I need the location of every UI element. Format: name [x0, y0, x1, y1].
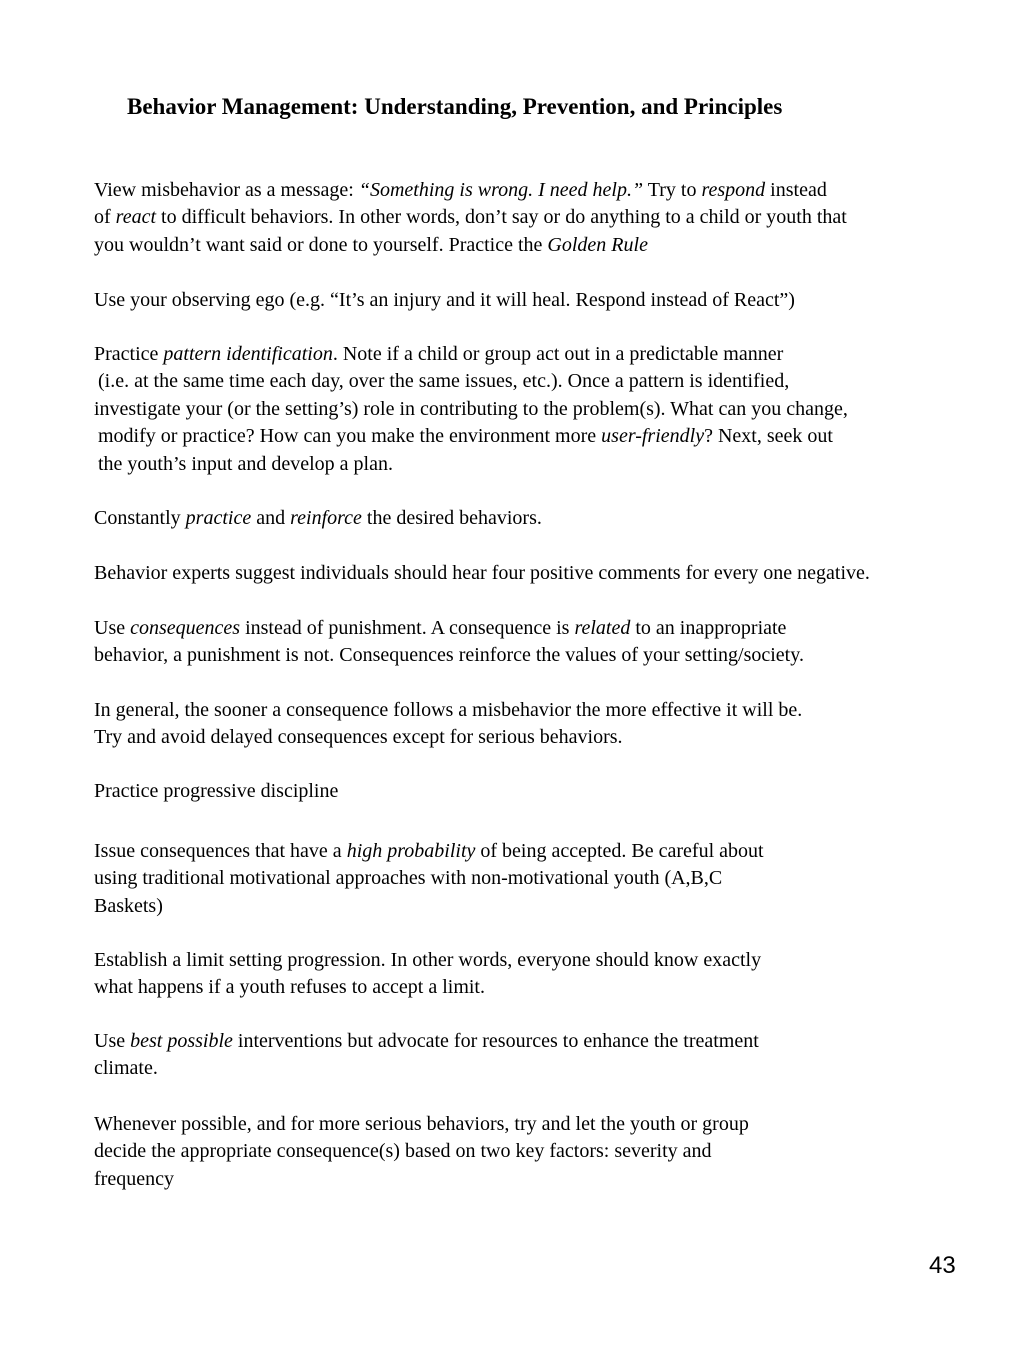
text-line: Behavior experts suggest individuals should hear four positive comments for every one negative. [94, 562, 870, 584]
text-line: Practice progressive discipline [94, 780, 339, 802]
pattern-identification-emphasis: pattern identification [163, 343, 333, 365]
paragraph-observing-ego [94, 287, 795, 314]
paragraph-positive-comments [94, 560, 870, 587]
text-line: Use consequences instead of punishment. A consequence is related to an inappropriate [94, 617, 787, 639]
text-line: In general, the sooner a consequence follows a misbehavior the more effective it will be. [94, 699, 803, 721]
paragraph-consequences [94, 615, 804, 670]
text-line: View misbehavior as a message: “Something is wrong. I need help.” Try to respond instead [94, 179, 827, 201]
text-line: climate. [94, 1057, 158, 1080]
text-line: the youth’s input and develop a plan. [98, 452, 393, 475]
text-line: Practice pattern identification. Note if a child or group act out in a predictable manner [94, 343, 784, 365]
page-title: Behavior Management: Understanding, Prevention, and Principles [127, 94, 783, 119]
high-probability-emphasis: high probability [346, 840, 476, 862]
page-number: 43 [929, 1252, 956, 1279]
paragraph-misbehavior-message [94, 177, 847, 259]
text-line: Use best possible interventions but advocate for resources to enhance the treatment [94, 1030, 759, 1052]
practice-emphasis: practice [185, 507, 252, 529]
consequences-emphasis: consequences [130, 617, 241, 639]
text-line: modify or practice? How can you make the environment more user-friendly? Next, seek out [98, 425, 833, 448]
paragraph-practice-reinforce [94, 505, 542, 532]
paragraph-pattern-identification [94, 341, 848, 478]
text-line: using traditional motivational approaches with non-motivational youth (A,B,C [94, 867, 723, 890]
text-line: Whenever possible, and for more serious behaviors, try and let the youth or group [94, 1113, 749, 1135]
text-line: frequency [94, 1167, 174, 1190]
text-line: behavior, a punishment is not. Consequences reinforce the values of your setting/society. [94, 644, 804, 667]
text-line: (i.e. at the same time each day, over the same issues, etc.). Once a pattern is identified, [98, 370, 790, 393]
paragraph-best-possible [94, 1028, 759, 1083]
related-emphasis: related [574, 617, 631, 639]
paragraph-high-probability [94, 838, 764, 920]
text-line: Constantly practice and reinforce the desired behaviors. [94, 507, 542, 529]
text-line: of react to difficult behaviors. In other words, don’t say or do anything to a child or youth that [94, 206, 847, 229]
paragraph-limit-setting [94, 947, 761, 1002]
react-emphasis: react [115, 206, 157, 229]
paragraph-youth-decide [94, 1111, 749, 1193]
text-line: Establish a limit setting progression. In other words, everyone should know exactly [94, 949, 762, 971]
text-line: what happens if a youth refuses to accept a limit. [94, 976, 485, 999]
best-possible-emphasis: best possible [130, 1030, 233, 1052]
quote-emphasis: “Something is wrong. I need help.” [358, 179, 644, 201]
paragraph-timing [94, 697, 802, 752]
text-line: you wouldn’t want said or done to yourself. Practice the Golden Rule [94, 233, 648, 256]
text-line: investigate your (or the setting’s) role in contributing to the problem(s). What can you change, [94, 397, 848, 420]
reinforce-emphasis: reinforce [290, 507, 362, 529]
text-line: Baskets) [94, 894, 163, 917]
text-line: Try and avoid delayed consequences except for serious behaviors. [94, 726, 623, 749]
respond-emphasis: respond [701, 179, 766, 201]
paragraph-progressive-discipline [94, 778, 338, 805]
text-line: Use your observing ego (e.g. “It’s an injury and it will heal. Respond instead of React”) [94, 289, 795, 311]
golden-rule-emphasis: Golden Rule [547, 233, 648, 256]
text-line: Issue consequences that have a high probability of being accepted. Be careful about [94, 840, 764, 862]
user-friendly-emphasis: user-friendly [601, 425, 705, 448]
text-line: decide the appropriate consequence(s) based on two key factors: severity and [94, 1140, 712, 1163]
